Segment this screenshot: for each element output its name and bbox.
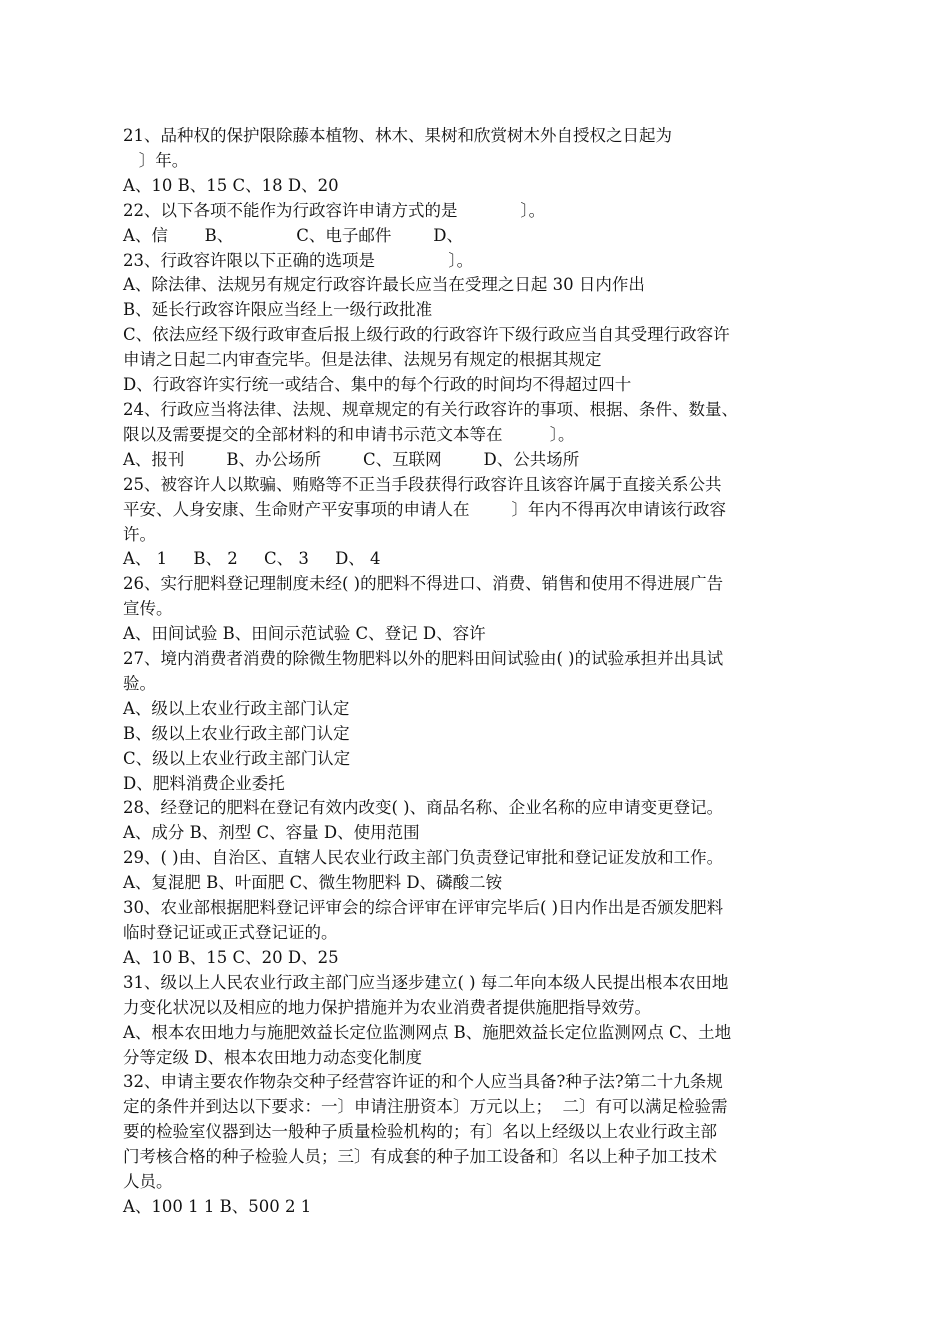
q29-options: A、复混肥 B、叶面肥 C、微生物肥料 D、磷酸二铵 — [123, 873, 503, 893]
q21-text-line-2: 〕年。 — [123, 150, 189, 170]
q22-options: A、信 B、 C、电子邮件 D、 — [123, 225, 464, 245]
q26-text-line-2: 宣传。 — [123, 599, 173, 619]
q32-text-line-5: 人员。 — [123, 1172, 173, 1192]
q22-text: 22、以下各项不能作为行政容许申请方式的是 〕。 — [123, 200, 546, 220]
q27-option-d: D、肥料消费企业委托 — [123, 773, 285, 793]
q23-option-c-line-2: 申请之日起二内审查完毕。但是法律、法规另有规定的根据其规定 — [123, 350, 602, 370]
q24-text-line-1: 24、行政应当将法律、法规、规章规定的有关行政容许的事项、根据、条件、数量、 — [123, 399, 738, 419]
q24-text-line-2: 限以及需要提交的全部材料的和申请书示范文本等在 〕。 — [123, 424, 575, 444]
q32-text-line-4: 门考核合格的种子检验人员；三〕有成套的种子加工设备和〕名以上种子加工技术 — [123, 1147, 717, 1167]
q30-text-line-1: 30、农业部根据肥料登记评审会的综合评审在评审完毕后( )日内作出是否颁发肥料 — [123, 898, 724, 918]
q31-text-line-1: 31、级以上人民农业行政主部门应当逐步建立( ) 每二年向本级人民提出根本农田地 — [123, 972, 729, 992]
q27-text-line-2: 验。 — [123, 673, 156, 693]
q23-option-d: D、行政容许实行统一或结合、集中的每个行政的时间均不得超过四十 — [123, 375, 632, 395]
q23-text: 23、行政容许限以下正确的选项是 〕。 — [123, 250, 474, 270]
q21-text-line-1: 21、品种权的保护限除藤本植物、林木、果树和欣赏树木外自授权之日起为 — [123, 126, 672, 145]
q32-text-line-1: 32、申请主要农作物杂交种子经营容许证的和个人应当具备?种子法?第二十九条规 — [123, 1072, 723, 1092]
q31-text-line-2: 力变化状况以及相应的地力保护措施并为农业消费者提供施肥指导效劳。 — [123, 997, 651, 1017]
q23-option-c-line-1: C、依法应经下级行政审查后报上级行政的行政容许下级行政应当自其受理行政容许 — [123, 325, 730, 345]
q25-options: A、 1 B、 2 C、 3 D、 4 — [123, 549, 381, 569]
q28-text: 28、经登记的肥料在登记有效内改变( )、商品名称、企业名称的应申请变更登记。 — [123, 798, 724, 818]
q23-option-a: A、除法律、法规另有规定行政容许最长应当在受理之日起 30 日内作出 — [123, 275, 645, 295]
q25-text-line-1: 25、被容许人以欺骗、贿赂等不正当手段获得行政容许且该容许属于直接关系公共 — [123, 474, 722, 494]
q28-options: A、成分 B、剂型 C、容量 D、使用范围 — [123, 823, 420, 843]
q27-option-c: C、级以上农业行政主部门认定 — [123, 748, 351, 768]
q27-text-line-1: 27、境内消费者消费的除微生物肥料以外的肥料田间试验由( )的试验承担并出具试 — [123, 649, 724, 669]
q25-text-line-2: 平安、人身安康、生命财产平安事项的申请人在 〕年内不得再次申请该行政容 — [123, 499, 726, 519]
q25-text-line-3: 许。 — [123, 524, 156, 544]
q24-options: A、报刊 B、办公场所 C、互联网 D、公共场所 — [123, 449, 580, 469]
q31-options-line-2: 分等定级 D、根本农田地力动态变化制度 — [123, 1047, 422, 1067]
q26-options: A、田间试验 B、田间示范试验 C、登记 D、容许 — [123, 624, 486, 644]
q32-text-line-3: 要的检验室仪器到达一般种子质量检验机构的；有〕名以上经级以上农业行政主部 — [123, 1122, 717, 1142]
q23-option-b: B、延长行政容许限应当经上一级行政批准 — [123, 300, 433, 320]
q27-option-b: B、级以上农业行政主部门认定 — [123, 723, 350, 743]
q30-options: A、10 B、15 C、20 D、25 — [123, 947, 339, 967]
q27-option-a: A、级以上农业行政主部门认定 — [123, 698, 350, 718]
q32-text-line-2: 定的条件并到达以下要求：一〕申请注册资本〕万元以上； 二〕有可以满足检验需 — [123, 1097, 728, 1117]
q30-text-line-2: 临时登记证或正式登记证的。 — [123, 923, 338, 942]
q21-options: A、10 B、15 C、18 D、20 — [123, 175, 339, 195]
document-page — [123, 124, 828, 1220]
q31-options-line-1: A、根本农田地力与施肥效益长定位监测网点 B、施肥效益长定位监测网点 C、土地 — [123, 1022, 732, 1042]
q32-options: A、100 1 1 B、500 2 1 — [123, 1196, 312, 1216]
q26-text-line-1: 26、实行肥料登记理制度未经( )的肥料不得进口、消费、销售和使用不得进展广告 — [123, 574, 724, 594]
q29-text: 29、( )由、自治区、直辖人民农业行政主部门负责登记审批和登记证发放和工作。 — [123, 848, 724, 868]
